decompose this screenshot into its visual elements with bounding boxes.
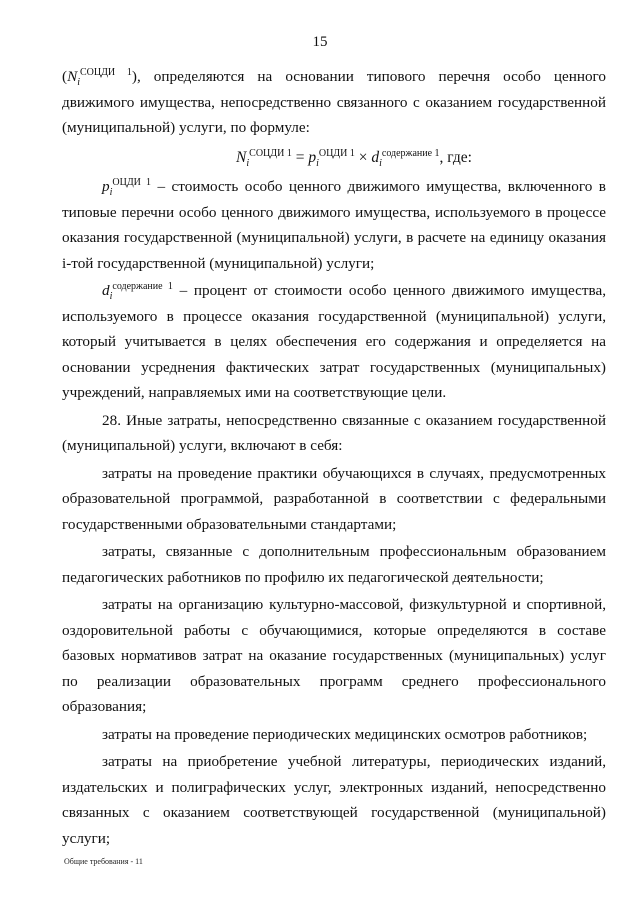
formula-lhs: N bbox=[236, 148, 247, 166]
symbol-n-sup: СОЦДИ 1 bbox=[79, 66, 132, 78]
def-p-sup: ОЦДИ 1 bbox=[112, 176, 152, 188]
definition-p bbox=[62, 174, 606, 276]
page-number: 15 bbox=[312, 34, 328, 50]
formula-d-sub: i bbox=[379, 157, 382, 169]
definition-d bbox=[62, 278, 606, 406]
formula-tail: , где: bbox=[439, 148, 472, 166]
formula-p-sub: i bbox=[316, 157, 319, 169]
symbol-n: N bbox=[67, 68, 78, 85]
intro-text: ), определяются на основании типового перечня особо ценного движимого имущества, непосредственно связанного с оказанием государственной (муниципальной) услуги, по формуле: bbox=[62, 68, 606, 136]
def-d-sup: содержание 1 bbox=[112, 280, 173, 292]
paragraph-practice-costs: затраты на проведение практики обучающихся в случаях, предусмотренных образовательной программой, разработанной в соответствии с федеральными государственными образовательными стандартами; bbox=[62, 464, 606, 533]
def-d-sub: i bbox=[109, 291, 113, 303]
document-body bbox=[62, 64, 606, 853]
def-d-symbol: d bbox=[102, 282, 110, 299]
formula-p-sup: ОЦДИ 1 bbox=[318, 147, 355, 159]
paragraph-professional-education-costs: затраты, связанные с дополнительным профессиональным образованием педагогических работников по профилю их педагогической деятельности; bbox=[62, 543, 606, 586]
formula-d: d bbox=[371, 148, 380, 166]
def-d-text: – процент от стоимости особо ценного движимого имущества, используемого в процессе оказания государственной (муниципальной) услуги, который учитывается в целях обеспечения его содержания и определяется на основании усреднения фактических затрат государственных (муниципальных) учреждений, направляемых ими на соответствующие цели. bbox=[62, 282, 606, 401]
def-p-sub: i bbox=[109, 187, 113, 199]
paragraph-literature-costs: затраты на приобретение учебной литературы, периодических изданий, издательских и полиграфических услуг, электронных изданий, непосредственно связанных с оказанием соответствующей государственной (муниципальной) услуги; bbox=[62, 753, 606, 847]
footer-note: Общие требования - 11 bbox=[64, 857, 143, 866]
formula-lhs-sup: СОЦДИ 1 bbox=[249, 147, 292, 159]
paragraph-medical-checkup-costs: затраты на проведение периодических медицинских осмотров работников; bbox=[102, 725, 588, 743]
formula-d-sup: содержание 1 bbox=[381, 147, 440, 159]
paragraph-28: 28. Иные затраты, непосредственно связанные с оказанием государственной (муниципальной) услуги, включают в себя: bbox=[62, 411, 606, 454]
formula-times: × bbox=[354, 148, 372, 166]
def-p-symbol: p bbox=[102, 178, 110, 195]
formula-lhs-sub: i bbox=[246, 157, 250, 169]
formula-equals: = bbox=[291, 148, 309, 166]
intro-paragraph: $(N_i^{СОЦДИ 1})$, определяются на основании типового перечня особо ценного движимого имущества, непосредственно связанного с оказанием государственной (муниципальной) услуги, по формуле: bbox=[62, 66, 606, 136]
symbol-n-sub: i bbox=[77, 77, 80, 89]
formula-p: p bbox=[308, 148, 317, 166]
def-p-text: – стоимость особо ценного движимого имущества, включенного в типовые перечни особо ценного движимого имущества, используемого в процессе оказания государственной (муниципальной) услуги, в расчете на единицу оказания i-той государственной (муниципальной) услуги; bbox=[62, 178, 606, 272]
formula bbox=[102, 145, 606, 171]
paragraph-cultural-sport-costs: затраты на организацию культурно-массовой, физкультурной и спортивной, оздоровительной работы с обучающимися, которые определяются в составе базовых нормативов затрат на оказание государственных (муниципальных) услуг по реализации образовательных программ среднего профессионального образования; bbox=[62, 596, 606, 715]
